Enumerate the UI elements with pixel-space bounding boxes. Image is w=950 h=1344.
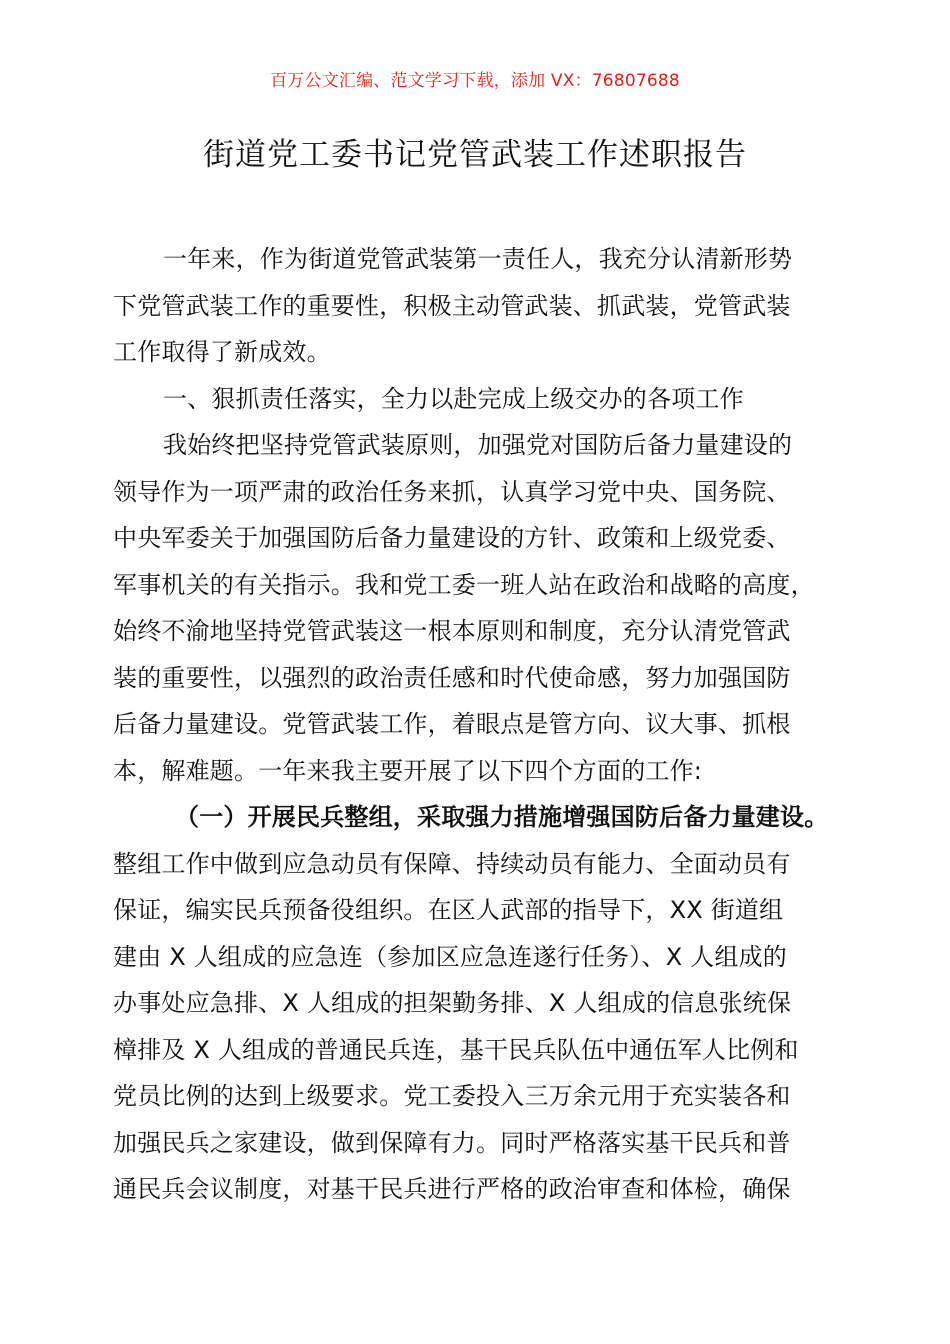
body-line: 办事处应急排、X 人组成的担架勤务排、X 人组成的信息张统保: [113, 989, 792, 1017]
body-line: 工作取得了新成效。: [113, 338, 331, 366]
body-line: 保证，编实民兵预备役组织。在区人武部的指导下，XX 街道组: [113, 896, 784, 924]
body-line: 我始终把坚持党管武装原则，加强党对国防后备力量建设的: [163, 431, 793, 459]
body-line: 始终不渝地坚持党管武装这一根本原则和制度，充分认清党管武: [113, 617, 791, 645]
body-line: 中央军委关于加强国防后备力量建设的方针、政策和上级党委、: [113, 524, 791, 552]
body-line: 领导作为一项严肃的政治任务来抓，认真学习党中央、国务院、: [113, 477, 791, 506]
subsection-heading: （一）开展民兵整组，采取强力措施增强国防后备力量建设。: [175, 803, 829, 831]
body-line: 整组工作中做到应急动员有保障、持续动员有能力、全面动员有: [113, 849, 791, 878]
body-line: 樟排及 X 人组成的普通民兵连，基干民兵队伍中通伍军人比例和: [113, 1035, 799, 1064]
body-line: 党员比例的达到上级要求。党工委投入三万余元用于充实装各和: [113, 1082, 791, 1110]
body-line: 下党管武装工作的重要性，积极主动管武装、抓武装，党管武装: [113, 291, 791, 320]
document-title: 街道党工委书记党管武装工作述职报告: [203, 137, 747, 173]
body-line: 建由 X 人组成的应急连（参加区应急连遂行任务）、X 人组成的: [113, 942, 787, 971]
document-body: [113, 236, 843, 1213]
body-line: 加强民兵之家建设，做到保障有力。同时严格落实基干民兵和普: [113, 1128, 791, 1157]
header-note: 百万公文汇编、范文学习下载，添加 VX：76807688: [270, 71, 680, 91]
body-line: 一年来，作为街道党管武装第一责任人，我充分认清新形势: [163, 245, 793, 273]
body-line: 装的重要性，以强烈的政治责任感和时代使命感，努力加强国防: [113, 663, 791, 692]
body-line: 军事机关的有关指示。我和党工委一班人站在政治和战略的高度，: [113, 570, 815, 599]
body-line: 通民兵会议制度，对基干民兵进行严格的政治审查和体检，确保: [113, 1175, 791, 1203]
body-line: 本，解难题。一年来我主要开展了以下四个方面的工作:: [113, 756, 703, 785]
body-line: 后备力量建设。党管武装工作，着眼点是管方向、议大事、抓根: [113, 710, 791, 738]
section-heading: 一、狠抓责任落实，全力以赴完成上级交办的各项工作: [163, 384, 744, 413]
